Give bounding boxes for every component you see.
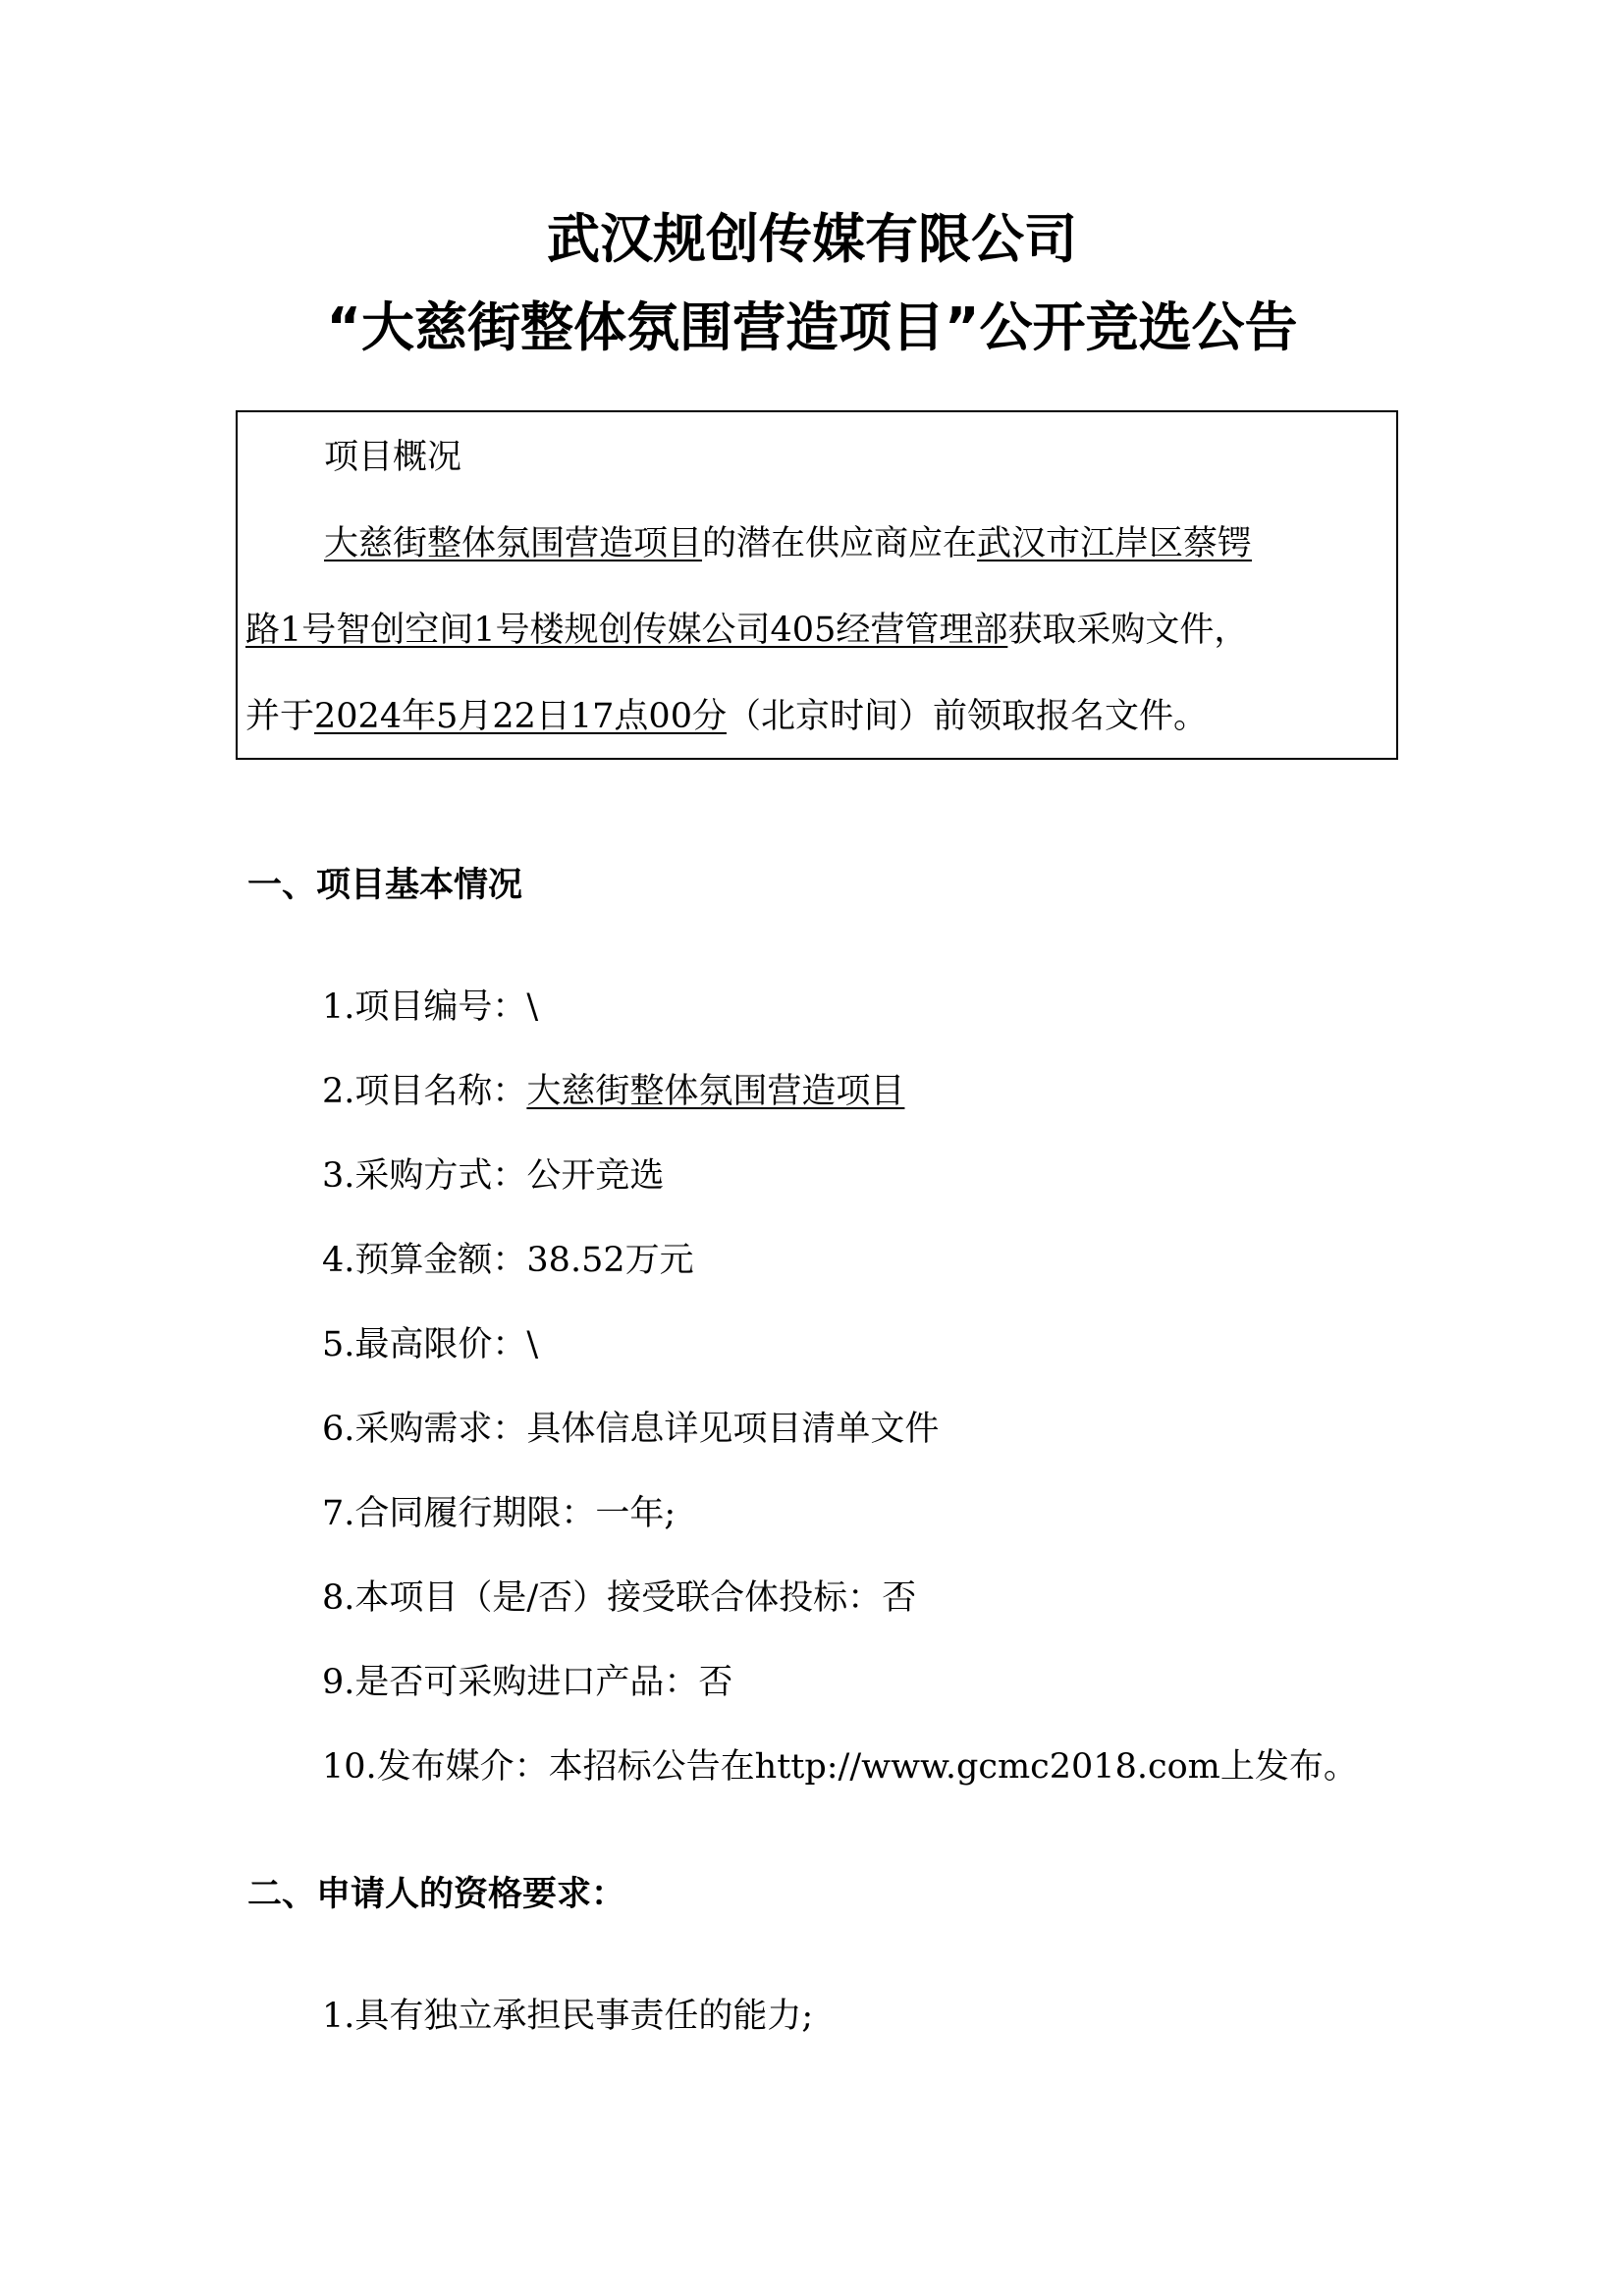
- list-item: [322, 1154, 664, 1198]
- list-item: [322, 1408, 939, 1451]
- overview-address-part1: 武汉市江岸区蔡锷: [977, 524, 1253, 563]
- item-value: 否: [882, 1578, 917, 1618]
- overview-text: 获取采购文件，: [1007, 611, 1249, 650]
- overview-text: 的潜在供应商应在: [702, 524, 978, 563]
- overview-address-part2: 路1号智创空间1号楼规创传媒公司405经营管理部: [245, 611, 1008, 650]
- item-label: 5.最高限价：: [322, 1325, 527, 1364]
- list-item: [322, 1745, 1358, 1789]
- item-label: 9.是否可采购进口产品：: [322, 1663, 699, 1702]
- list-item: [322, 1492, 676, 1535]
- overview-paragraph-line2: [245, 609, 1248, 652]
- item-label: 7.合同履行期限：: [322, 1494, 596, 1533]
- overview-paragraph-line3: [245, 695, 1208, 738]
- item-value-project-name: 大慈街整体氛围营造项目: [526, 1072, 905, 1111]
- item-value: 本招标公告在http://www.gcmc2018.com上发布。: [548, 1747, 1358, 1787]
- item-label: 1.项目编号：: [322, 988, 527, 1027]
- overview-project-name: 大慈街整体氛围营造项目: [324, 524, 703, 563]
- section2-heading: 二、申请人的资格要求：: [247, 1875, 626, 1914]
- overview-text: 并于: [245, 697, 315, 736]
- item-label: 8.本项目（是/否）接受联合体投标：: [322, 1578, 883, 1618]
- overview-paragraph-line1: [324, 522, 1252, 565]
- item-value: 具体信息详见项目清单文件: [526, 1410, 940, 1449]
- item-label: 3.采购方式：: [322, 1156, 527, 1196]
- item-value: \: [526, 988, 539, 1027]
- overview-heading: 项目概况: [324, 438, 462, 477]
- item-value: 公开竞选: [526, 1156, 665, 1196]
- document-title: 武汉规创传媒有限公司: [547, 208, 1077, 270]
- list-item: [322, 1576, 916, 1620]
- item-label: 2.项目名称：: [322, 1072, 527, 1111]
- item-value: 一年;: [595, 1494, 677, 1533]
- list-item: [322, 986, 538, 1029]
- item-value: 38.52万元: [526, 1241, 694, 1280]
- item-label: 6.采购需求：: [322, 1410, 527, 1449]
- list-item: [322, 1070, 904, 1113]
- item-label: 4.预算金额：: [322, 1241, 527, 1280]
- overview-text: （北京时间）前领取报名文件。: [726, 697, 1208, 736]
- item-label: 10.发布媒介：: [322, 1747, 549, 1787]
- list-item: [322, 1323, 538, 1366]
- section1-heading: 一、项目基本情况: [247, 866, 523, 905]
- overview-deadline: 2024年5月22日17点00分: [314, 697, 727, 736]
- item-value: \: [526, 1325, 539, 1364]
- list-item: [322, 1661, 732, 1704]
- list-item: [322, 1239, 694, 1282]
- list-item: 1.具有独立承担民事责任的能力;: [322, 1997, 814, 2036]
- document-subtitle: “大慈街整体氛围营造项目”公开竞选公告: [326, 296, 1298, 358]
- item-value: 否: [698, 1663, 733, 1702]
